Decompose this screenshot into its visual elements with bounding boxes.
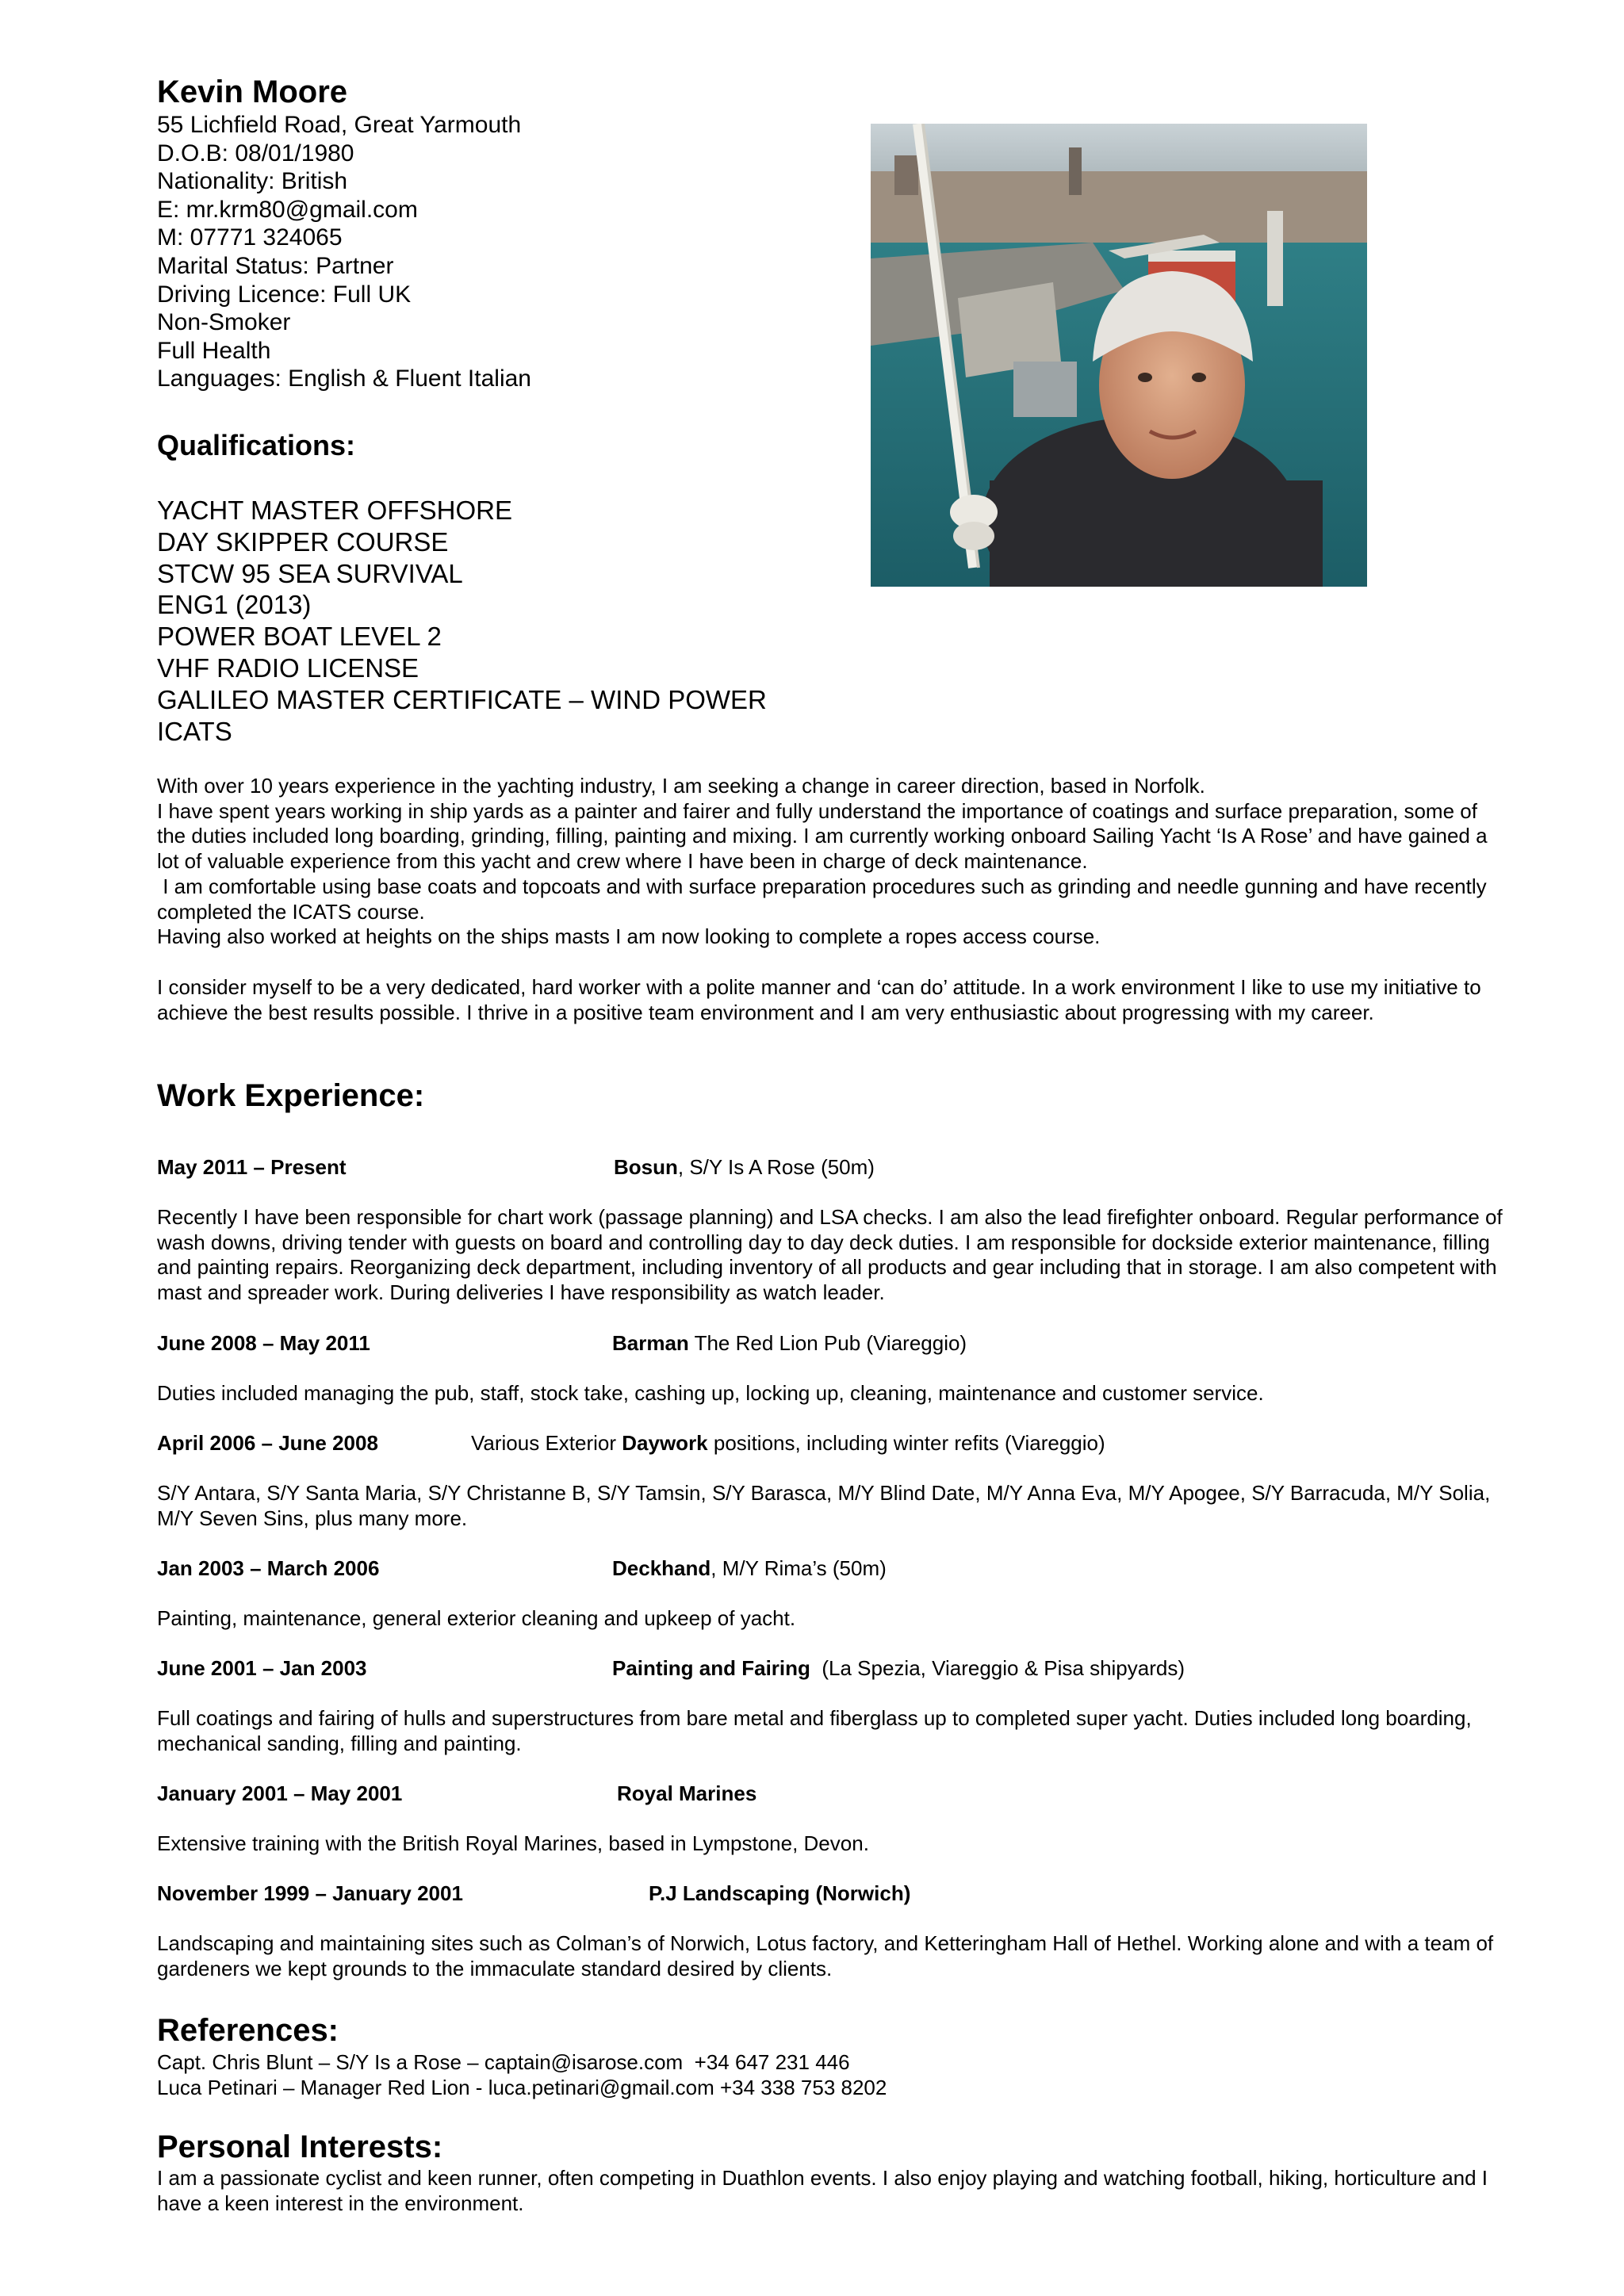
job-dates: November 1999 – January 2001 bbox=[157, 1881, 463, 1905]
job-dates: Jan 2003 – March 2006 bbox=[157, 1556, 380, 1580]
job-role: P.J Landscaping (Norwich) bbox=[649, 1881, 911, 1905]
job-entry bbox=[157, 1881, 1505, 1981]
qualification-item: ICATS bbox=[157, 716, 232, 746]
job-entry bbox=[157, 1330, 1505, 1406]
interests-paragraph: I am a passionate cyclist and keen runner, often competing in Duathlon events. I also enjoy playing and watching football, hiking, horticulture and I have a keen interest in the environment. bbox=[157, 2166, 1488, 2215]
personal-interests-text bbox=[157, 2166, 1505, 2216]
qualification-item: YACHT MASTER OFFSHORE bbox=[157, 496, 512, 525]
qualifications-list bbox=[157, 495, 950, 747]
job-description: Full coatings and fairing of hulls and superstructures from bare metal and fiberglass up to completed super yacht. Duties included long boarding, mechanical sanding, filling and painting. bbox=[157, 1706, 1472, 1755]
work-experience-heading: Work Experience: bbox=[157, 1078, 425, 1113]
job-role: Deckhand, M/Y Rima’s (50m) bbox=[612, 1556, 887, 1580]
driving-licence: Driving Licence: Full UK bbox=[157, 281, 412, 308]
job-description: Painting, maintenance, general exterior cleaning and upkeep of yacht. bbox=[157, 1606, 796, 1630]
job-role: Bosun, S/Y Is A Rose (50m) bbox=[614, 1155, 875, 1179]
qualification-item: DAY SKIPPER COURSE bbox=[157, 526, 449, 557]
smoker-status: Non-Smoker bbox=[157, 309, 291, 336]
references-heading: References: bbox=[157, 2013, 339, 2048]
job-role: Various Exterior Daywork positions, including winter refits (Viareggio) bbox=[471, 1431, 1105, 1455]
reference-item: Luca Petinari – Manager Red Lion - luca.petinari@gmail.com +34 338 753 8202 bbox=[157, 2076, 887, 2099]
job-description: Landscaping and maintaining sites such as Colman’s of Norwich, Lotus factory, and Ketteringham Hall of Hethel. Working alone and with a team of gardeners we kept grounds to the immaculate standard desired by clients. bbox=[157, 1931, 1494, 1980]
job-entry bbox=[157, 1556, 1505, 1632]
nationality: Nationality: British bbox=[157, 168, 348, 195]
job-entry bbox=[157, 1781, 1505, 1857]
job-entry bbox=[157, 1154, 1505, 1306]
summary-paragraph: With over 10 years experience in the yachting industry, I am seeking a change in career direction, based in Norfolk. bbox=[157, 774, 1205, 798]
job-dates: June 2008 – May 2011 bbox=[157, 1331, 370, 1355]
personal-interests-heading: Personal Interests: bbox=[157, 2130, 443, 2164]
job-dates: May 2011 – Present bbox=[157, 1155, 347, 1179]
reference-item: Capt. Chris Blunt – S/Y Is a Rose – captain@isarose.com +34 647 231 446 bbox=[157, 2050, 850, 2074]
summary-paragraph: I am comfortable using base coats and topcoats and with surface preparation procedures such as grinding and needle gunning and have recently completed the ICATS course. bbox=[157, 874, 1492, 924]
job-dates: June 2001 – Jan 2003 bbox=[157, 1656, 367, 1680]
qualification-item: STCW 95 SEA SURVIVAL bbox=[157, 558, 463, 588]
email: E: mr.krm80@gmail.com bbox=[157, 196, 418, 223]
job-role: Painting and Fairing (La Spezia, Viareggio & Pisa shipyards) bbox=[612, 1656, 1185, 1680]
qualification-item: POWER BOAT LEVEL 2 bbox=[157, 622, 442, 652]
date-of-birth: D.O.B: 08/01/1980 bbox=[157, 140, 354, 166]
job-dates: January 2001 – May 2001 bbox=[157, 1781, 403, 1805]
qualification-item: VHF RADIO LICENSE bbox=[157, 652, 419, 683]
job-role: Royal Marines bbox=[617, 1781, 757, 1805]
qualification-item: ENG1 (2013) bbox=[157, 590, 312, 620]
summary-paragraph: Having also worked at heights on the ships masts I am now looking to complete a ropes access course. bbox=[157, 924, 1101, 949]
marital-status: Marital Status: Partner bbox=[157, 252, 394, 279]
contact-block bbox=[157, 73, 871, 393]
summary-paragraph: I have spent years working in ship yards as a painter and fairer and fully understand the importance of coatings and surface preparation, some of the duties included long boarding, grinding, filling, painting and mixing. I am currently working onboard Sailing Yacht ‘Is A Rose’ and have gained a lot of valuable experience from this yacht and crew where I have been in charge of deck maintenance. bbox=[157, 798, 1488, 874]
job-entry bbox=[157, 1655, 1505, 1756]
qualifications-heading: Qualifications: bbox=[157, 429, 356, 461]
job-description: Extensive training with the British Royal Marines, based in Lympstone, Devon. bbox=[157, 1831, 869, 1855]
summary-paragraph: I consider myself to be a very dedicated, hard worker with a polite manner and ‘can do’ attitude. In a work environment I like to use my initiative to achieve the best results possible. I thrive in a positive team environment and I am very enthusiastic about progressing with my career. bbox=[157, 974, 1481, 1024]
mobile: M: 07771 324065 bbox=[157, 224, 343, 251]
languages: Languages: English & Fluent Italian bbox=[157, 365, 531, 392]
job-description: Duties included managing the pub, staff, stock take, cashing up, locking up, cleaning, maintenance and customer service. bbox=[157, 1381, 1264, 1405]
references-list bbox=[157, 2049, 1505, 2100]
address: 55 Lichfield Road, Great Yarmouth bbox=[157, 112, 522, 138]
health-status: Full Health bbox=[157, 337, 271, 364]
job-role: Barman The Red Lion Pub (Viareggio) bbox=[612, 1331, 967, 1355]
qualification-item: GALILEO MASTER CERTIFICATE – WIND POWER bbox=[157, 684, 767, 714]
job-dates: April 2006 – June 2008 bbox=[157, 1431, 378, 1455]
job-entry bbox=[157, 1430, 1505, 1531]
personal-summary bbox=[157, 774, 1505, 1025]
candidate-name: Kevin Moore bbox=[157, 75, 348, 109]
job-description: S/Y Antara, S/Y Santa Maria, S/Y Christanne B, S/Y Tamsin, S/Y Barasca, M/Y Blind Date, M/Y Anna Eva, M/Y Apogee, S/Y Barracuda, M/Y Solia, M/Y Seven Sins, plus many more. bbox=[157, 1481, 1491, 1530]
job-description: Recently I have been responsible for chart work (passage planning) and LSA checks. I am also the lead firefighter onboard. Regular performance of wash downs, driving tender with guests on board and controlling day to day deck duties. I am responsible for dockside exterior maintenance, filling and painting repairs. Reorganizing deck department, including inventory of all products and gear including that in storage. I am also competent with mast and spreader work. During deliveries I have responsibility as watch leader. bbox=[157, 1205, 1503, 1305]
